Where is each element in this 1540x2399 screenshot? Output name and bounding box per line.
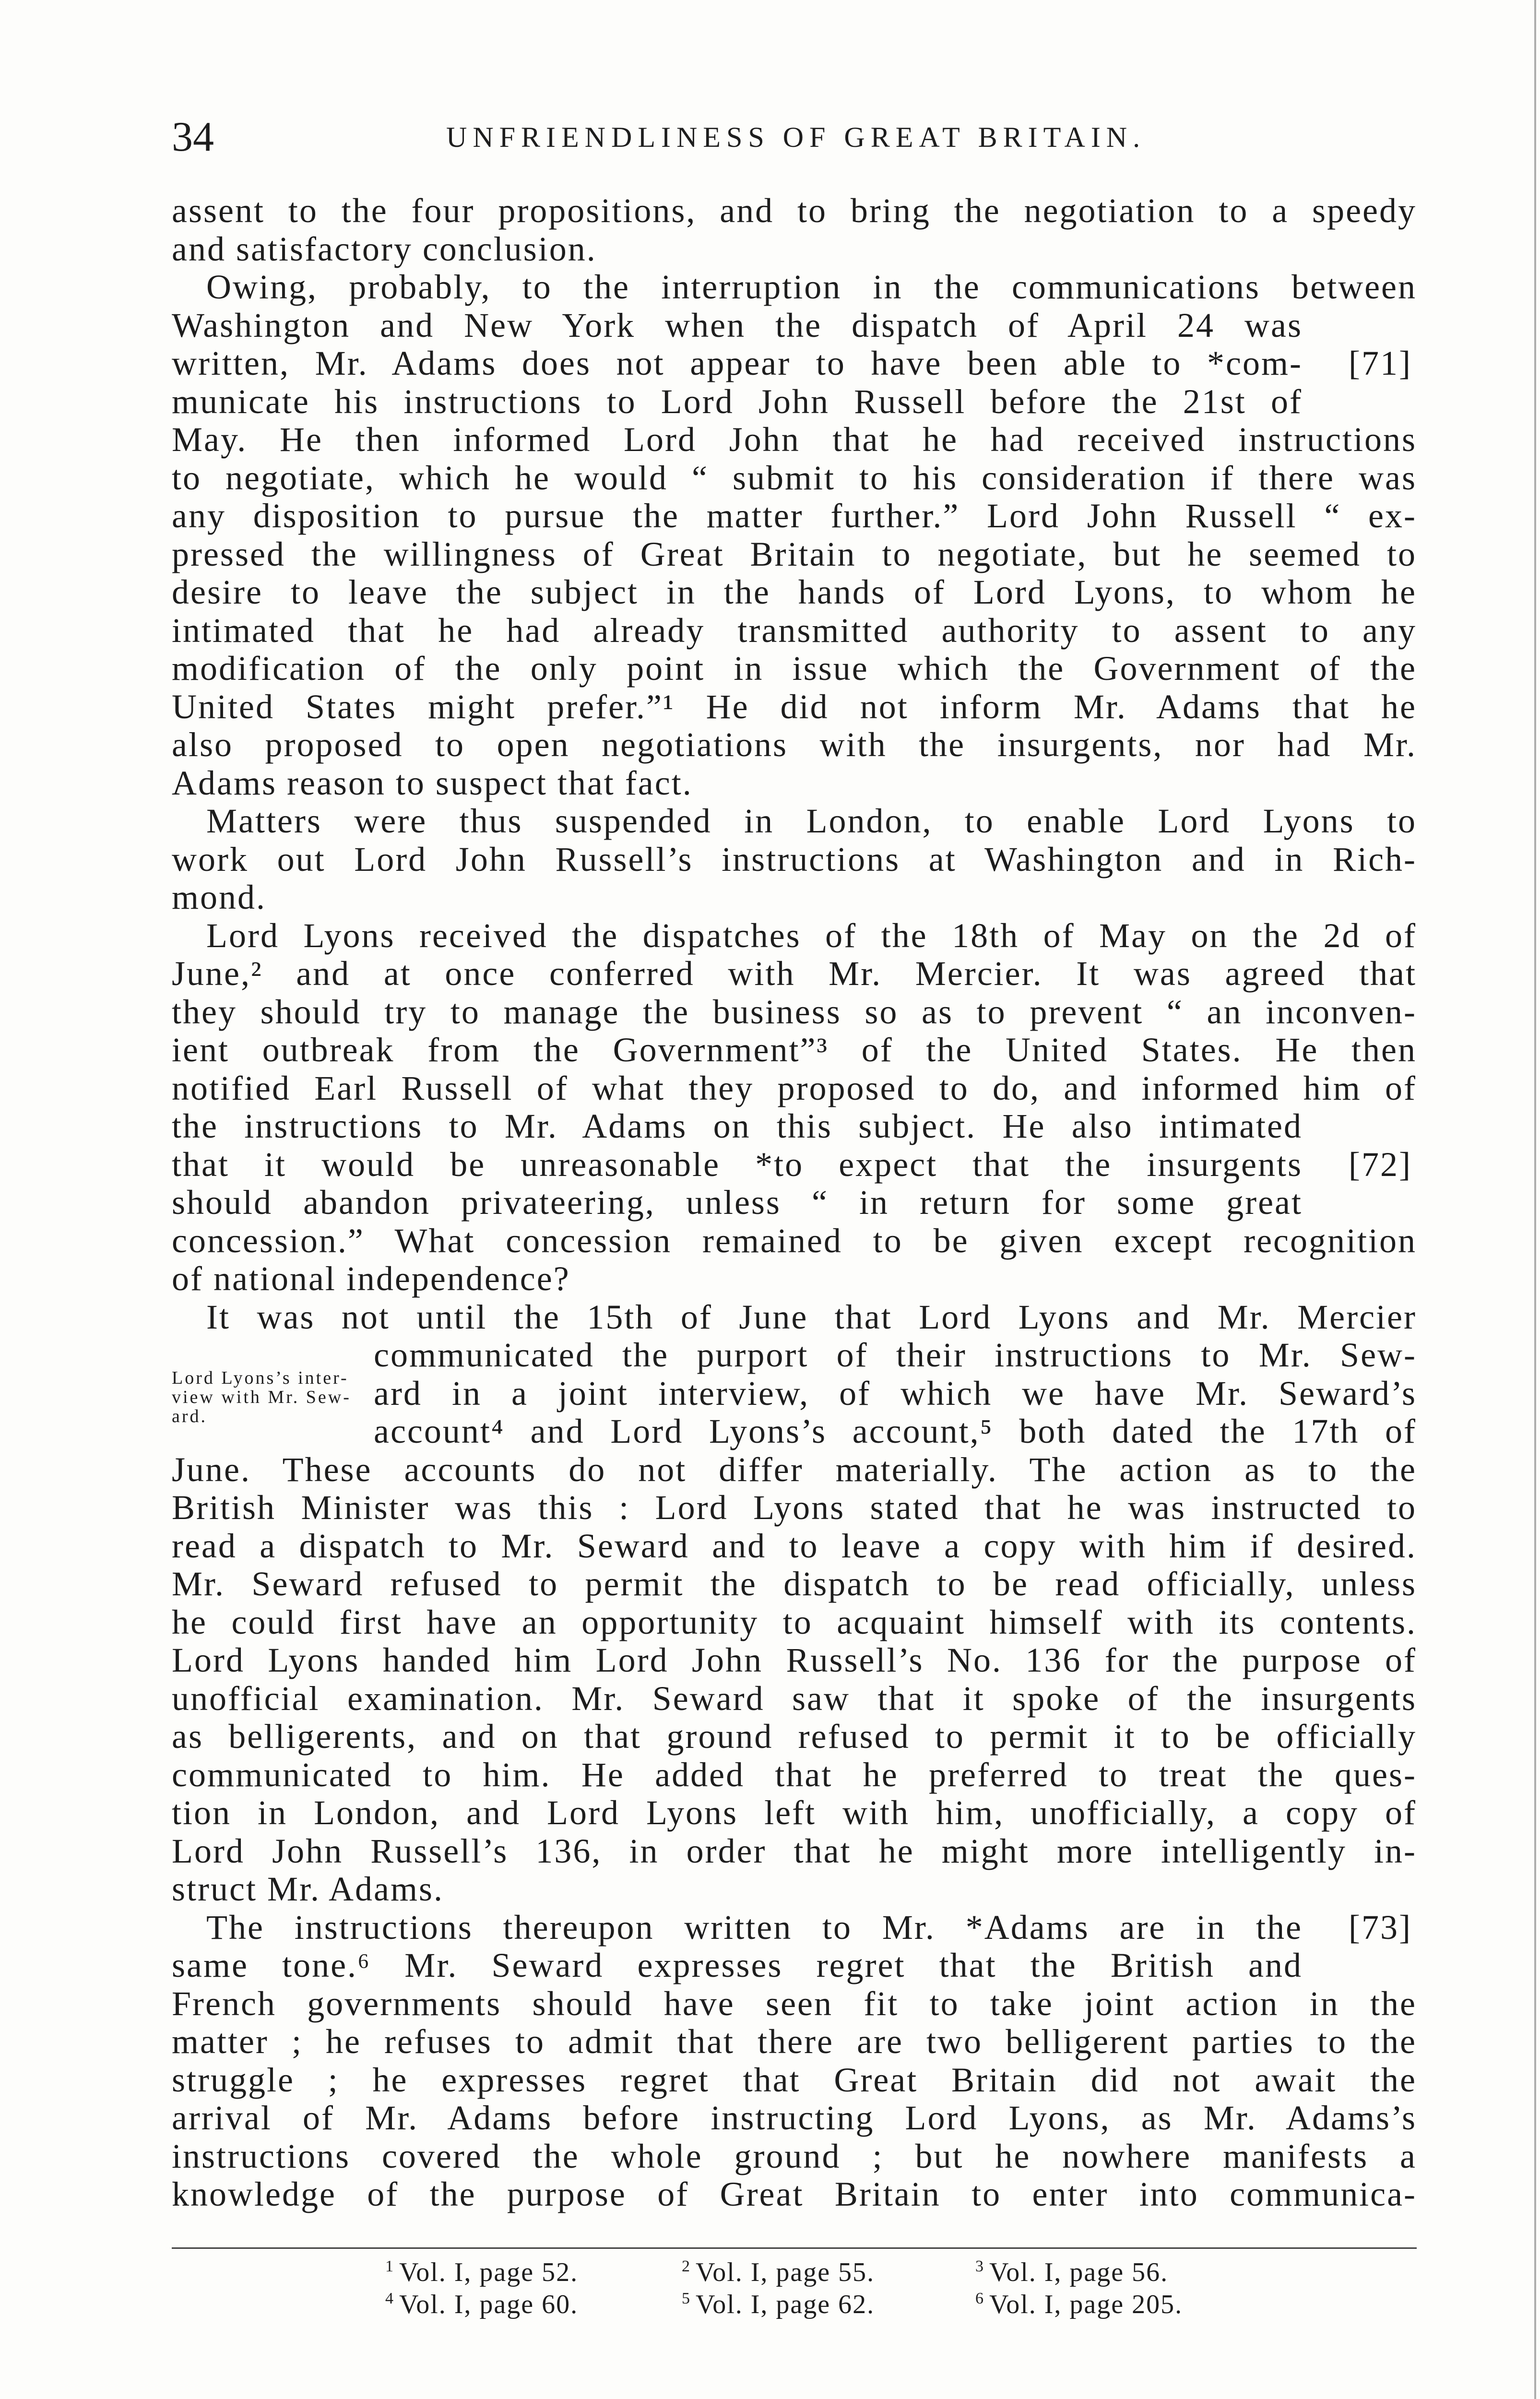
page-body — [172, 192, 1417, 2214]
body-line: May. He then informed Lord John that he had received instructions — [172, 421, 1417, 459]
footnote — [975, 2256, 1168, 2289]
body-line: ard in a joint interview, of which we have Mr. Seward’s — [374, 1374, 1417, 1413]
body-line: he could first have an opportunity to acquaint himself with its contents. — [172, 1603, 1417, 1641]
footnote-mark: 6 — [975, 2290, 984, 2307]
body-line: communicated to him. He added that he preferred to treat the ques- — [172, 1756, 1417, 1794]
footnote-text: Vol. I, page 60. — [399, 2290, 579, 2319]
footnote-mark: 5 — [682, 2290, 691, 2307]
footnote-mark: 4 — [385, 2290, 394, 2307]
body-line: Mr. Seward refused to permit the dispatch to be read officially, unless — [172, 1565, 1417, 1603]
body-line: United States might prefer.”¹ He did not inform Mr. Adams that he — [172, 688, 1417, 726]
body-line: to negotiate, which he would “ submit to his consideration if there was — [172, 459, 1417, 497]
body-line: Lord John Russell’s 136, in order that he might more intelligently in- — [172, 1832, 1417, 1870]
body-line: Lord Lyons received the dispatches of the 18th of May on the 2d of — [206, 916, 1417, 955]
body-line: of national independence? — [172, 1260, 570, 1298]
body-line: pressed the willingness of Great Britain to negotiate, but he seemed to — [172, 535, 1417, 573]
body-line: knowledge of the purpose of Great Britain to enter into communica- — [172, 2175, 1417, 2213]
footnote-text: Vol. I, page 205. — [989, 2290, 1183, 2319]
footnote — [682, 2256, 875, 2289]
body-line: assent to the four propositions, and to bring the negotiation to a speedy — [172, 192, 1417, 230]
body-line: instructions covered the whole ground ; but he nowhere manifests a — [172, 2137, 1417, 2175]
footnote-text: Vol. I, page 52. — [399, 2257, 579, 2287]
body-line: struggle ; he expresses regret that Great Britain did not await the — [172, 2061, 1417, 2099]
body-line-text: written, Mr. Adams does not appear to have been able to *com- — [172, 344, 1303, 382]
paragraph — [172, 1298, 1417, 1909]
footnote-text: Vol. I, page 56. — [989, 2257, 1169, 2287]
body-line: arrival of Mr. Adams before instructing Lord Lyons, as Mr. Adams’s — [172, 2099, 1417, 2137]
body-line: communicated the purport of their instructions to Mr. Sew- — [374, 1336, 1417, 1374]
footnote — [682, 2289, 875, 2321]
body-line: the instructions to Mr. Adams on this subject. He also intimated — [172, 1107, 1303, 1145]
body-line: Owing, probably, to the interruption in the communications between — [206, 268, 1417, 306]
original-page-reference: [72] — [1349, 1145, 1412, 1184]
body-line: British Minister was this : Lord Lyons stated that he was instructed to — [172, 1489, 1417, 1527]
body-line: account⁴ and Lord Lyons’s account,⁵ both dated the 17th of — [374, 1413, 1417, 1450]
body-line: and satisfactory conclusion. — [172, 230, 597, 268]
body-line: also proposed to open negotiations with the insurgents, nor had Mr. — [172, 726, 1417, 764]
footnote — [385, 2289, 578, 2321]
body-line: June,² and at once conferred with Mr. Mercier. It was agreed that — [172, 955, 1417, 993]
body-line — [172, 344, 1417, 383]
body-line: June. These accounts do not differ materially. The action as to the — [172, 1450, 1417, 1489]
body-line: French governments should have seen fit to take joint action in the — [172, 1984, 1417, 2023]
body-line: It was not until the 15th of June that Lord Lyons and Mr. Mercier — [206, 1298, 1417, 1336]
scan-border — [1534, 0, 1536, 2399]
body-line: Adams reason to suspect that fact. — [172, 764, 693, 802]
sidenote-line: Lord Lyons’s inter- — [172, 1368, 349, 1388]
page-number: 34 — [172, 114, 214, 160]
paragraph — [172, 268, 1417, 802]
body-line: municate his instructions to Lord John Russell before the 21st of — [172, 382, 1303, 421]
sidenote-line: view with Mr. Sew- — [172, 1387, 351, 1407]
body-line: mond. — [172, 879, 267, 916]
footnote-rule — [172, 2247, 1417, 2249]
original-page-reference: [71] — [1349, 344, 1412, 382]
footnote-mark: 2 — [682, 2257, 691, 2275]
footnote-text: Vol. I, page 62. — [696, 2290, 875, 2319]
footnote — [975, 2289, 1183, 2321]
body-line: intimated that he had already transmitted authority to assent to any — [172, 611, 1417, 650]
footnote-mark: 1 — [385, 2257, 394, 2275]
body-line: concession.” What concession remained to be given except recognition — [172, 1222, 1417, 1260]
body-line: same tone.⁶ Mr. Seward expresses regret that the British and — [172, 1947, 1303, 1984]
body-line: they should try to manage the business so as to prevent “ an inconven- — [172, 993, 1417, 1031]
body-line: work out Lord John Russell’s instructions at Washington and in Rich- — [172, 840, 1417, 879]
body-line: struct Mr. Adams. — [172, 1870, 444, 1908]
footnote-mark: 3 — [975, 2257, 984, 2275]
body-line: any disposition to pursue the matter further.” Lord John Russell “ ex- — [172, 497, 1417, 535]
paragraph — [172, 192, 1417, 268]
paragraph — [172, 802, 1417, 917]
footnote — [385, 2256, 578, 2289]
paragraph — [172, 1909, 1417, 2214]
sidenote-line: ard. — [172, 1406, 208, 1426]
body-line: desire to leave the subject in the hands of Lord Lyons, to whom he — [172, 573, 1417, 611]
footnote-text: Vol. I, page 55. — [696, 2257, 875, 2287]
body-line-text: that it would be unreasonable *to expect that the insurgents — [172, 1145, 1303, 1184]
body-line — [172, 1146, 1417, 1184]
body-line — [172, 1909, 1417, 1947]
body-line: unofficial examination. Mr. Seward saw that it spoke of the insurgents — [172, 1679, 1417, 1718]
body-line-text: The instructions thereupon written to Mr. *Adams are in the — [206, 1908, 1303, 1947]
body-line: read a dispatch to Mr. Seward and to leave a copy with him if desired. — [172, 1527, 1417, 1565]
body-line: as belligerents, and on that ground refused to permit it to be officially — [172, 1718, 1417, 1756]
body-line: tion in London, and Lord Lyons left with him, unofficially, a copy of — [172, 1794, 1417, 1832]
body-line: should abandon privateering, unless “ in return for some great — [172, 1184, 1303, 1222]
marginal-sidenote — [172, 1368, 351, 1426]
body-line: modification of the only point in issue which the Government of the — [172, 650, 1417, 688]
running-title: UNFRIENDLINESS OF GREAT BRITAIN. — [446, 121, 1146, 153]
original-page-reference: [73] — [1349, 1908, 1412, 1947]
paragraph — [172, 917, 1417, 1298]
body-line: ient outbreak from the Government”³ of the United States. He then — [172, 1031, 1417, 1069]
body-line: matter ; he refuses to admit that there are two belligerent parties to the — [172, 2023, 1417, 2061]
body-line: notified Earl Russell of what they proposed to do, and informed him of — [172, 1069, 1417, 1107]
body-line: Lord Lyons handed him Lord John Russell’s No. 136 for the purpose of — [172, 1641, 1417, 1679]
body-line: Washington and New York when the dispatch of April 24 was — [172, 306, 1303, 344]
body-line: Matters were thus suspended in London, to enable Lord Lyons to — [206, 802, 1417, 840]
